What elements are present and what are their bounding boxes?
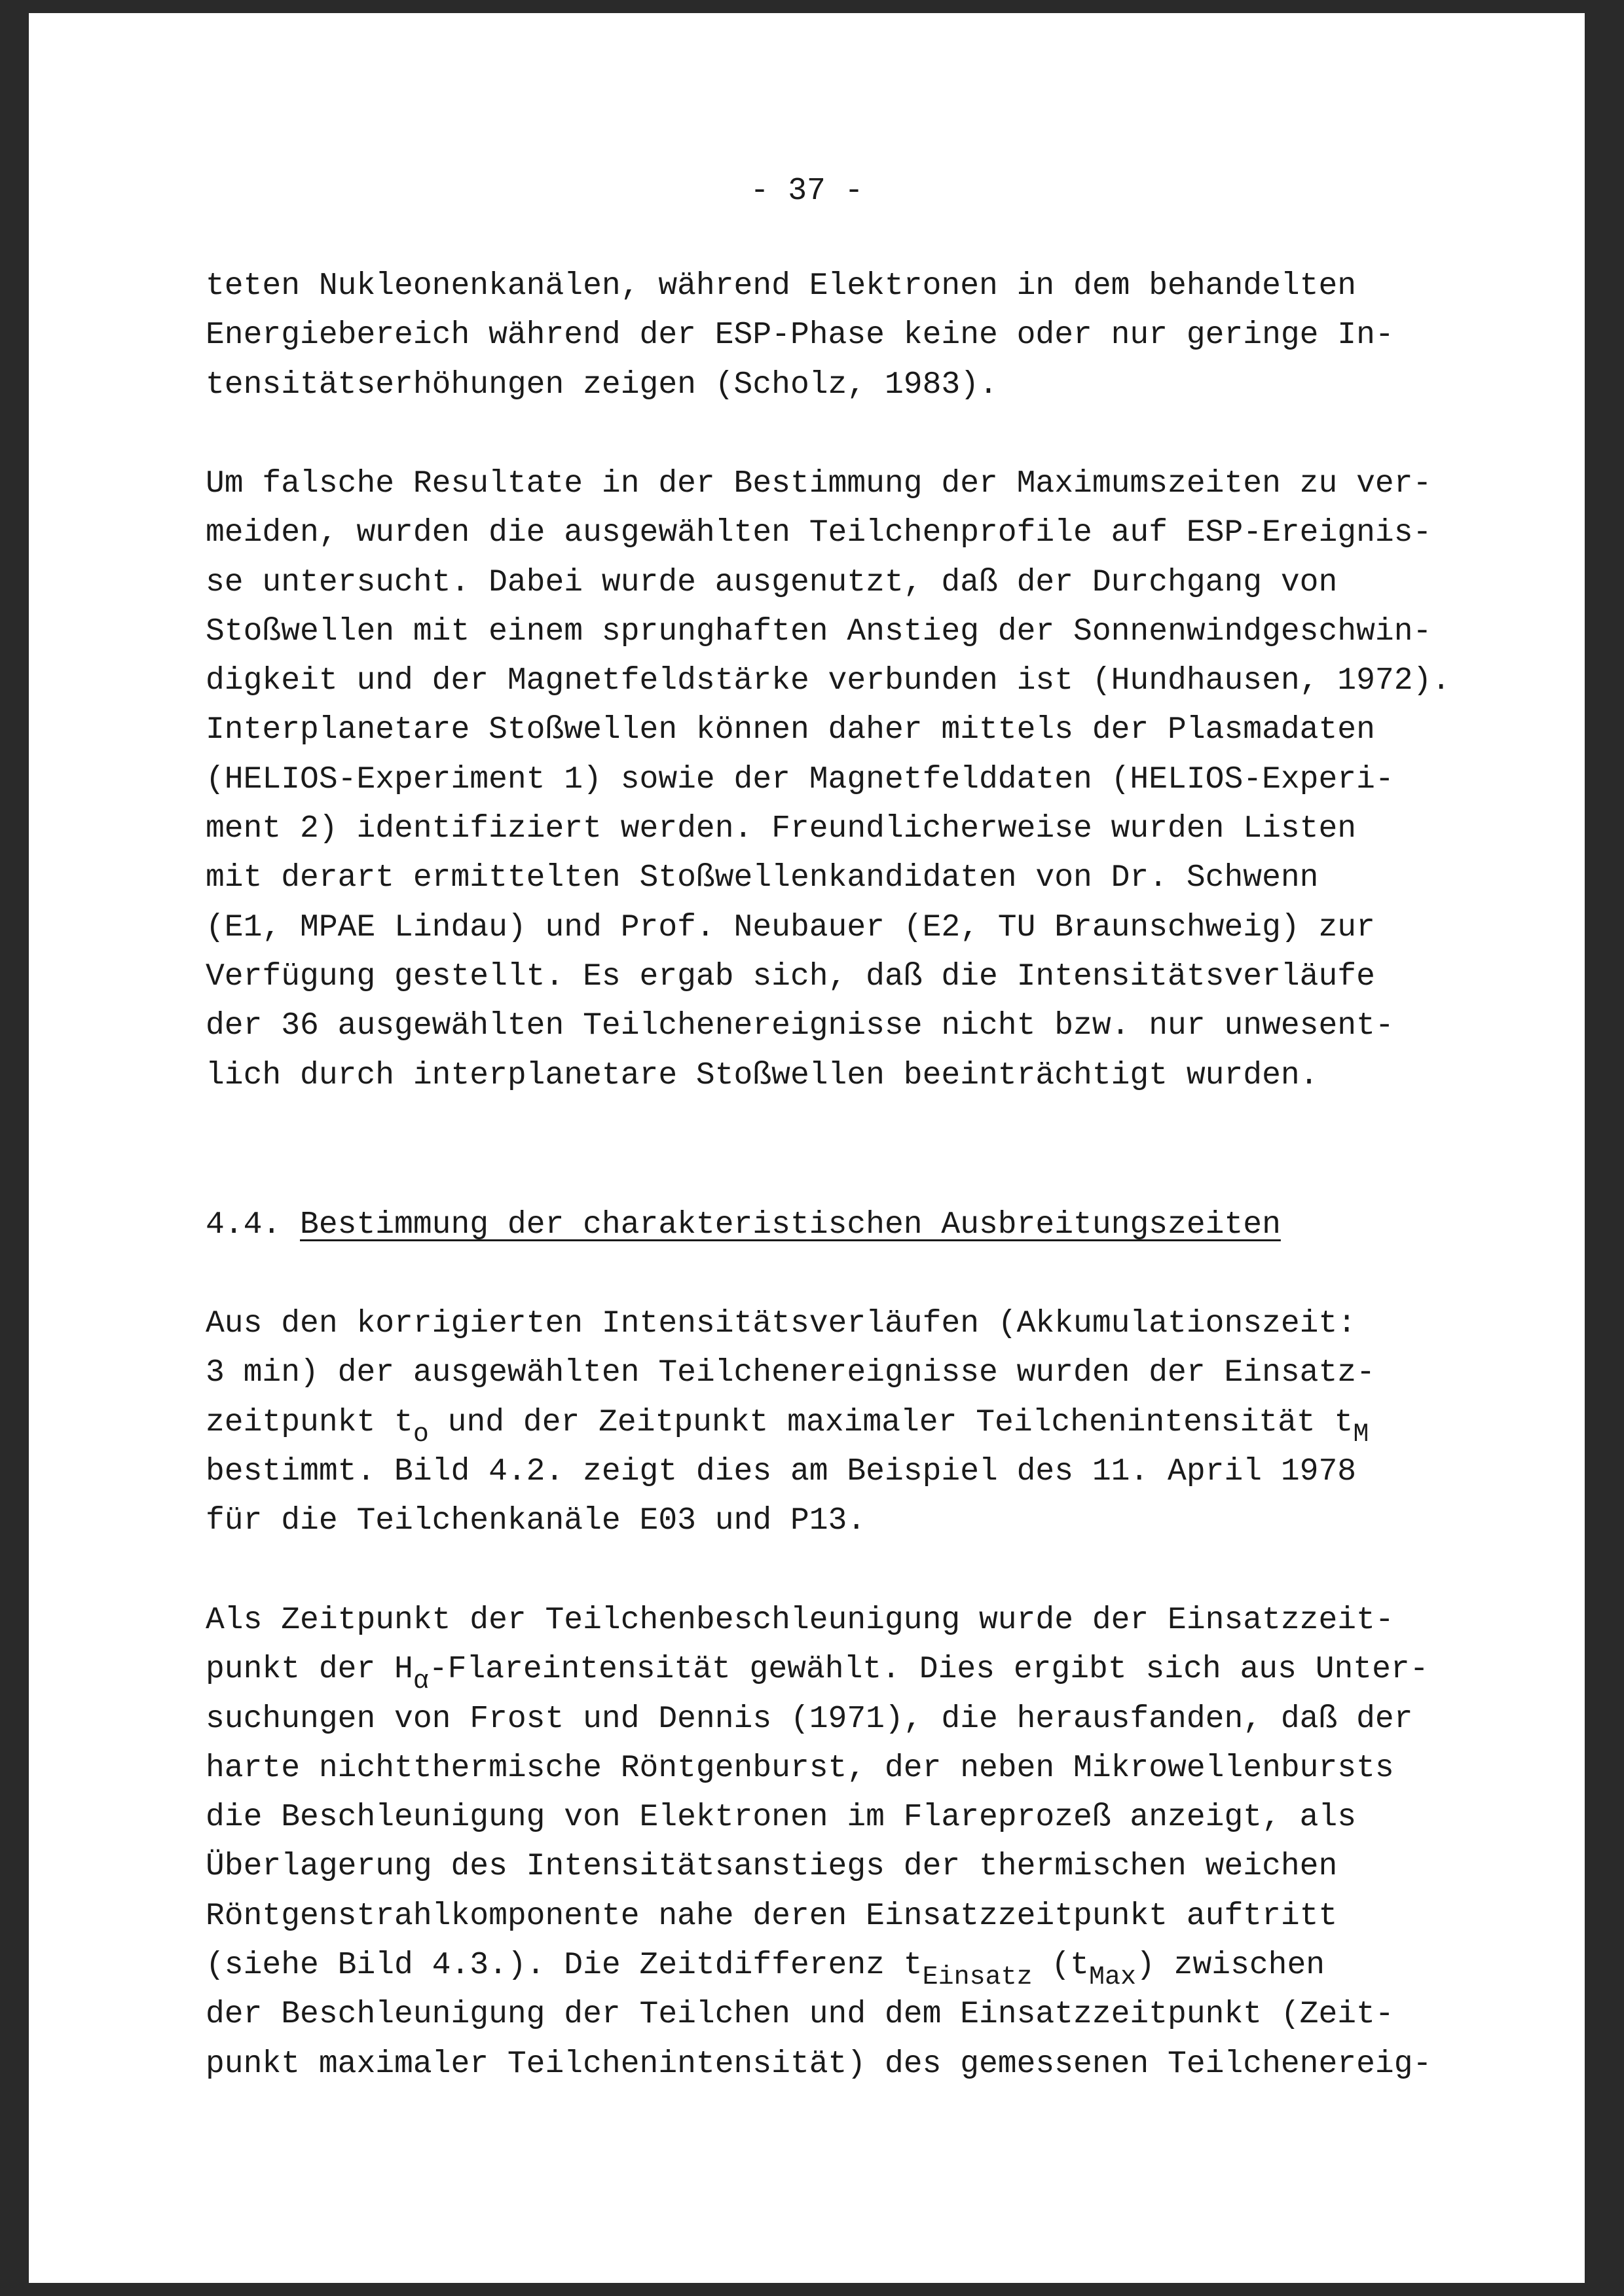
text-line: der 36 ausgewählten Teilchenereignisse nicht bzw. nur unwesent-: [206, 1008, 1394, 1044]
subscript: α: [413, 1667, 429, 1697]
text-line: punkt maximaler Teilchenintensität) des gemessenen Teilchenereig-: [206, 2046, 1432, 2082]
paragraph-4: [206, 1596, 1528, 2089]
text-line: tensitätserhöhungen zeigen (Scholz, 1983).: [206, 367, 998, 403]
text-line: 3 min) der ausgewählten Teilchenereignisse wurden der Einsatz-: [206, 1355, 1375, 1391]
text-line: meiden, wurden die ausgewählten Teilchenprofile auf ESP-Ereignis-: [206, 515, 1432, 551]
subscript: o: [413, 1419, 429, 1449]
text-line: Als Zeitpunkt der Teilchenbeschleunigung wurde der Einsatzzeit-: [206, 1603, 1394, 1638]
paragraph-2: [206, 460, 1528, 1101]
text-line: harte nichtthermische Röntgenburst, der neben Mikrowellenbursts: [206, 1750, 1394, 1786]
section-number: 4.4.: [206, 1207, 301, 1243]
text-line: ment 2) identifiziert werden. Freundlicherweise wurden Listen: [206, 811, 1357, 847]
subscript: M: [1353, 1419, 1369, 1449]
text-line: der Beschleunigung der Teilchen und dem Einsatzzeitpunkt (Zeit-: [206, 1997, 1394, 2033]
page-number: - 37 -: [750, 173, 864, 209]
text-line: für die Teilchenkanäle E03 und P13.: [206, 1503, 866, 1539]
text-line-with-subscripts: (siehe Bild 4.3.). Die Zeitdifferenz $t_{Einsatz}$ $(t_{Max})$ zwischen: [206, 1948, 1325, 1993]
text-line: die Beschleunigung von Elektronen im Flareprozeß anzeigt, als: [206, 1800, 1357, 1836]
subscript: Einsatz: [922, 1963, 1033, 1993]
text-line: Aus den korrigierten Intensitätsverläufen (Akkumulationszeit:: [206, 1306, 1357, 1341]
document-page: [29, 13, 1585, 2283]
text-line: mit derart ermittelten Stoßwellenkandidaten von Dr. Schwenn: [206, 860, 1319, 896]
text-line: suchungen von Frost und Dennis (1971), die herausfanden, daß der: [206, 1701, 1413, 1737]
text-line: teten Nukleonenkanälen, während Elektronen in dem behandelten: [206, 268, 1357, 304]
text-line-with-subscripts: zeitpunkt $t_o$ und der Zeitpunkt maximaler Teilchenintensität $t_M$: [206, 1404, 1369, 1449]
text-line: Stoßwellen mit einem sprunghaften Anstieg der Sonnenwindgeschwin-: [206, 613, 1432, 649]
section-title: Bestimmung der charakteristischen Ausbreitungszeiten: [300, 1207, 1281, 1243]
text-line: Interplanetare Stoßwellen können daher mittels der Plasmadaten: [206, 712, 1375, 748]
paragraph-3: [206, 1300, 1528, 1546]
subscript: Max: [1089, 1963, 1137, 1993]
section-heading: [206, 1201, 1281, 1250]
paragraph-1: [206, 262, 1528, 410]
text-line: Röntgenstrahlkomponente nahe deren Einsatzzeitpunkt auftritt: [206, 1898, 1338, 1934]
text-line: digkeit und der Magnetfeldstärke verbunden ist (Hundhausen, 1972).: [206, 663, 1451, 699]
text-line: Überlagerung des Intensitätsanstiegs der thermischen weichen: [206, 1849, 1338, 1885]
text-line: Energiebereich während der ESP-Phase keine oder nur geringe In-: [206, 318, 1394, 354]
text-line: (HELIOS-Experiment 1) sowie der Magnetfelddaten (HELIOS-Experi-: [206, 761, 1394, 797]
text-line: lich durch interplanetare Stoßwellen beeinträchtigt wurden.: [206, 1057, 1319, 1093]
text-line: se untersucht. Dabei wurde ausgenutzt, daß der Durchgang von: [206, 564, 1338, 600]
text-line: Verfügung gestellt. Es ergab sich, daß die Intensitätsverläufe: [206, 958, 1375, 994]
text-line-with-subscript: punkt der $H_\alpha$-Flareintensität gewählt. Dies ergibt sich aus Unter-: [206, 1652, 1429, 1697]
text-line: Um falsche Resultate in der Bestimmung der Maximumszeiten zu ver-: [206, 466, 1432, 501]
text-line: bestimmt. Bild 4.2. zeigt dies am Beispiel des 11. April 1978: [206, 1453, 1357, 1489]
text-line: (E1, MPAE Lindau) und Prof. Neubauer (E2, TU Braunschweig) zur: [206, 909, 1375, 945]
